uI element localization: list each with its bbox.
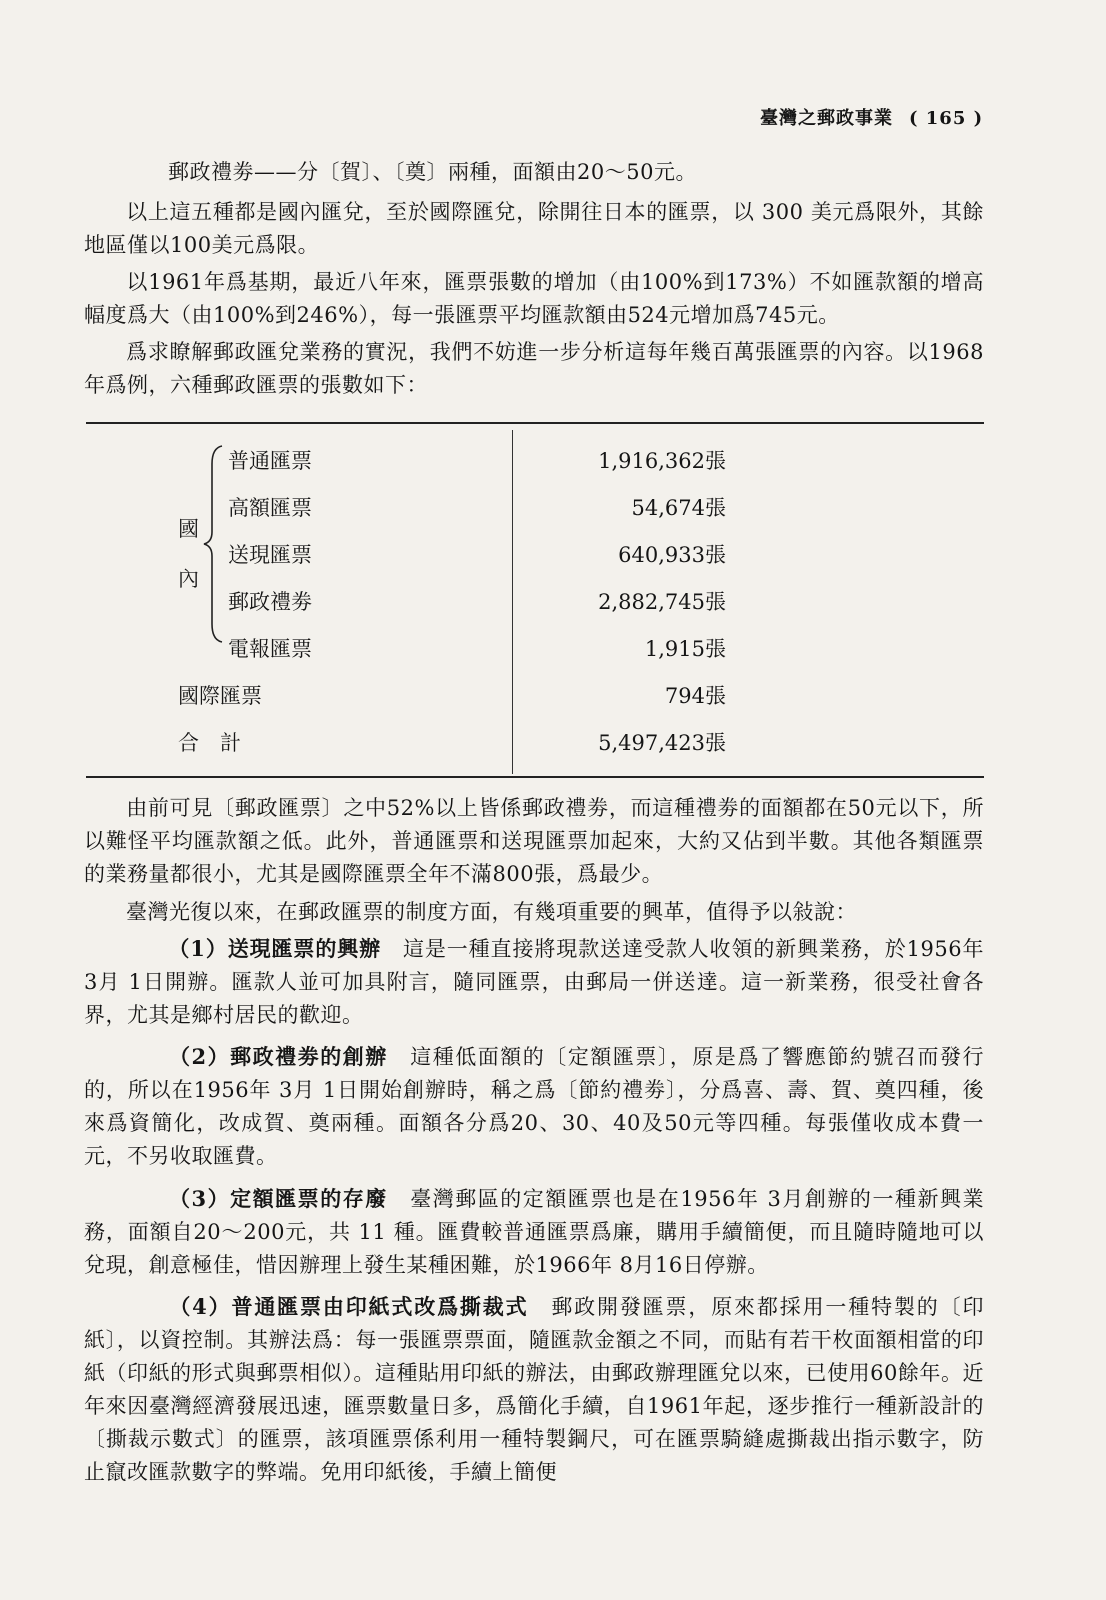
section-paragraph: （4）普通匯票由印紙式改爲撕裁式 郵政開發匯票，原來都採用一種特製的〔印紙〕，以資控制。其辦法爲：每一張匯票票面，隨匯款金額之不同，而貼有若干枚面額相當的印紙（印紙的形式與郵票相似）。這種貼用印紙的辦法，由郵政辦理匯兌以來，已使用60餘年。近年來因臺灣經濟發展迅速，匯票數量日多，爲簡化手續，自1961年起，逐步推行一種新設計的〔撕裁示數式〕的匯票，該項匯票係利用一種特製鋼尺，可在匯票騎縫處撕裁出指示數字，防止竄改匯款數字的弊端。免用印紙後，手續上簡便 xyxy=(84,1294,984,1484)
running-header xyxy=(760,104,983,130)
table-row-value: 640,933張 xyxy=(618,543,726,567)
group-label-bottom: 內 xyxy=(178,567,199,591)
section-paragraph: （1）送現匯票的興辦 這是一種直接將現款送達受款人收領的新興業務，於1956年 3月 1日開辦。匯款人並可加具附言，隨同匯票，由郵局一併送達。這一新業務，很受社會各界，尤其是鄉村居民的歡迎。 xyxy=(84,936,984,1027)
section-heading: （2）郵政禮劵的創辦 xyxy=(168,1044,388,1069)
paragraph: 臺灣光復以來，在郵政匯票的制度方面，有幾項重要的興革，值得予以敍說： xyxy=(126,900,857,924)
paragraph: 郵政禮劵——分〔賀〕、〔奠〕兩種，面額由20～50元。 xyxy=(168,160,697,184)
section-heading: （1）送現匯票的興辦 xyxy=(168,936,382,961)
paragraph: 以上這五種都是國內匯兌，至於國際匯兌，除開往日本的匯票，以 300 美元爲限外，其餘地區僅以100美元爲限。 xyxy=(84,200,984,257)
table-row-label: 普通匯票 xyxy=(228,449,312,473)
table-row-value: 54,674張 xyxy=(631,496,726,520)
section-heading: （3）定額匯票的存廢 xyxy=(168,1186,388,1211)
paragraph: 以1961年爲基期，最近八年來，匯票張數的增加（由100%到173%）不如匯款額的增高幅度爲大（由100%到246%），每一張匯票平均匯款額由524元增加爲745元。 xyxy=(84,270,984,327)
section-paragraph: （2）郵政禮劵的創辦 這種低面額的〔定額匯票〕，原是爲了響應節約號召而發行的，所以在1956年 3月 1日開始創辦時，稱之爲〔節約禮劵〕，分爲喜、壽、賀、奠四種，後來爲資簡化，改成賀、奠兩種。面額各分爲20、30、40及50元等四種。每張僅收成本費一元，不另收取匯費。 xyxy=(84,1044,985,1168)
table-row-value: 1,915張 xyxy=(644,637,726,661)
running-header-title: 臺灣之郵政事業 xyxy=(760,108,893,129)
table-row-value: 2,882,745張 xyxy=(598,590,726,614)
section-paragraph: （3）定額匯票的存廢 臺灣郵區的定額匯票也是在1956年 3月創辦的一種新興業務，面額自20～200元，共 11 種。匯費較普通匯票爲廉，購用手續簡便，而且隨時隨地可以兌現，創意極佳，惜因辦理上發生某種困難，於1966年 8月16日停辦。 xyxy=(84,1186,984,1277)
table-total-label: 合 計 xyxy=(178,731,241,755)
section-heading: （4）普通匯票由印紙式改爲撕裁式 xyxy=(168,1294,529,1319)
paragraph: 由前可見〔郵政匯票〕之中52%以上皆係郵政禮劵，而這種禮劵的面額都在50元以下，所以難怪平均匯款額之低。此外，普通匯票和送現匯票加起來，大約又佔到半數。其他各類匯票的業務量都很小，尤其是國際匯票全年不滿800張，爲最少。 xyxy=(84,796,984,886)
table-row-value: 1,916,362張 xyxy=(598,449,726,473)
group-label-top: 國 xyxy=(178,517,199,541)
table-row-value: 794張 xyxy=(664,684,726,708)
table-row-label: 國際匯票 xyxy=(178,684,262,708)
table-top-rule xyxy=(86,422,984,424)
brace-bracket xyxy=(202,444,224,644)
table-bottom-rule xyxy=(86,776,984,778)
table-row-label: 送現匯票 xyxy=(228,543,312,567)
paragraph: 爲求瞭解郵政匯兌業務的實況，我們不妨進一步分析這每年幾百萬張匯票的內容。以1968年爲例，六種郵政匯票的張數如下： xyxy=(84,340,984,397)
table-row-label: 電報匯票 xyxy=(228,637,312,661)
page-number: ( 165 ) xyxy=(909,108,984,129)
table-row-label: 高額匯票 xyxy=(228,496,312,520)
table-row-label: 郵政禮劵 xyxy=(228,590,312,614)
table-total-value: 5,497,423張 xyxy=(598,731,726,755)
